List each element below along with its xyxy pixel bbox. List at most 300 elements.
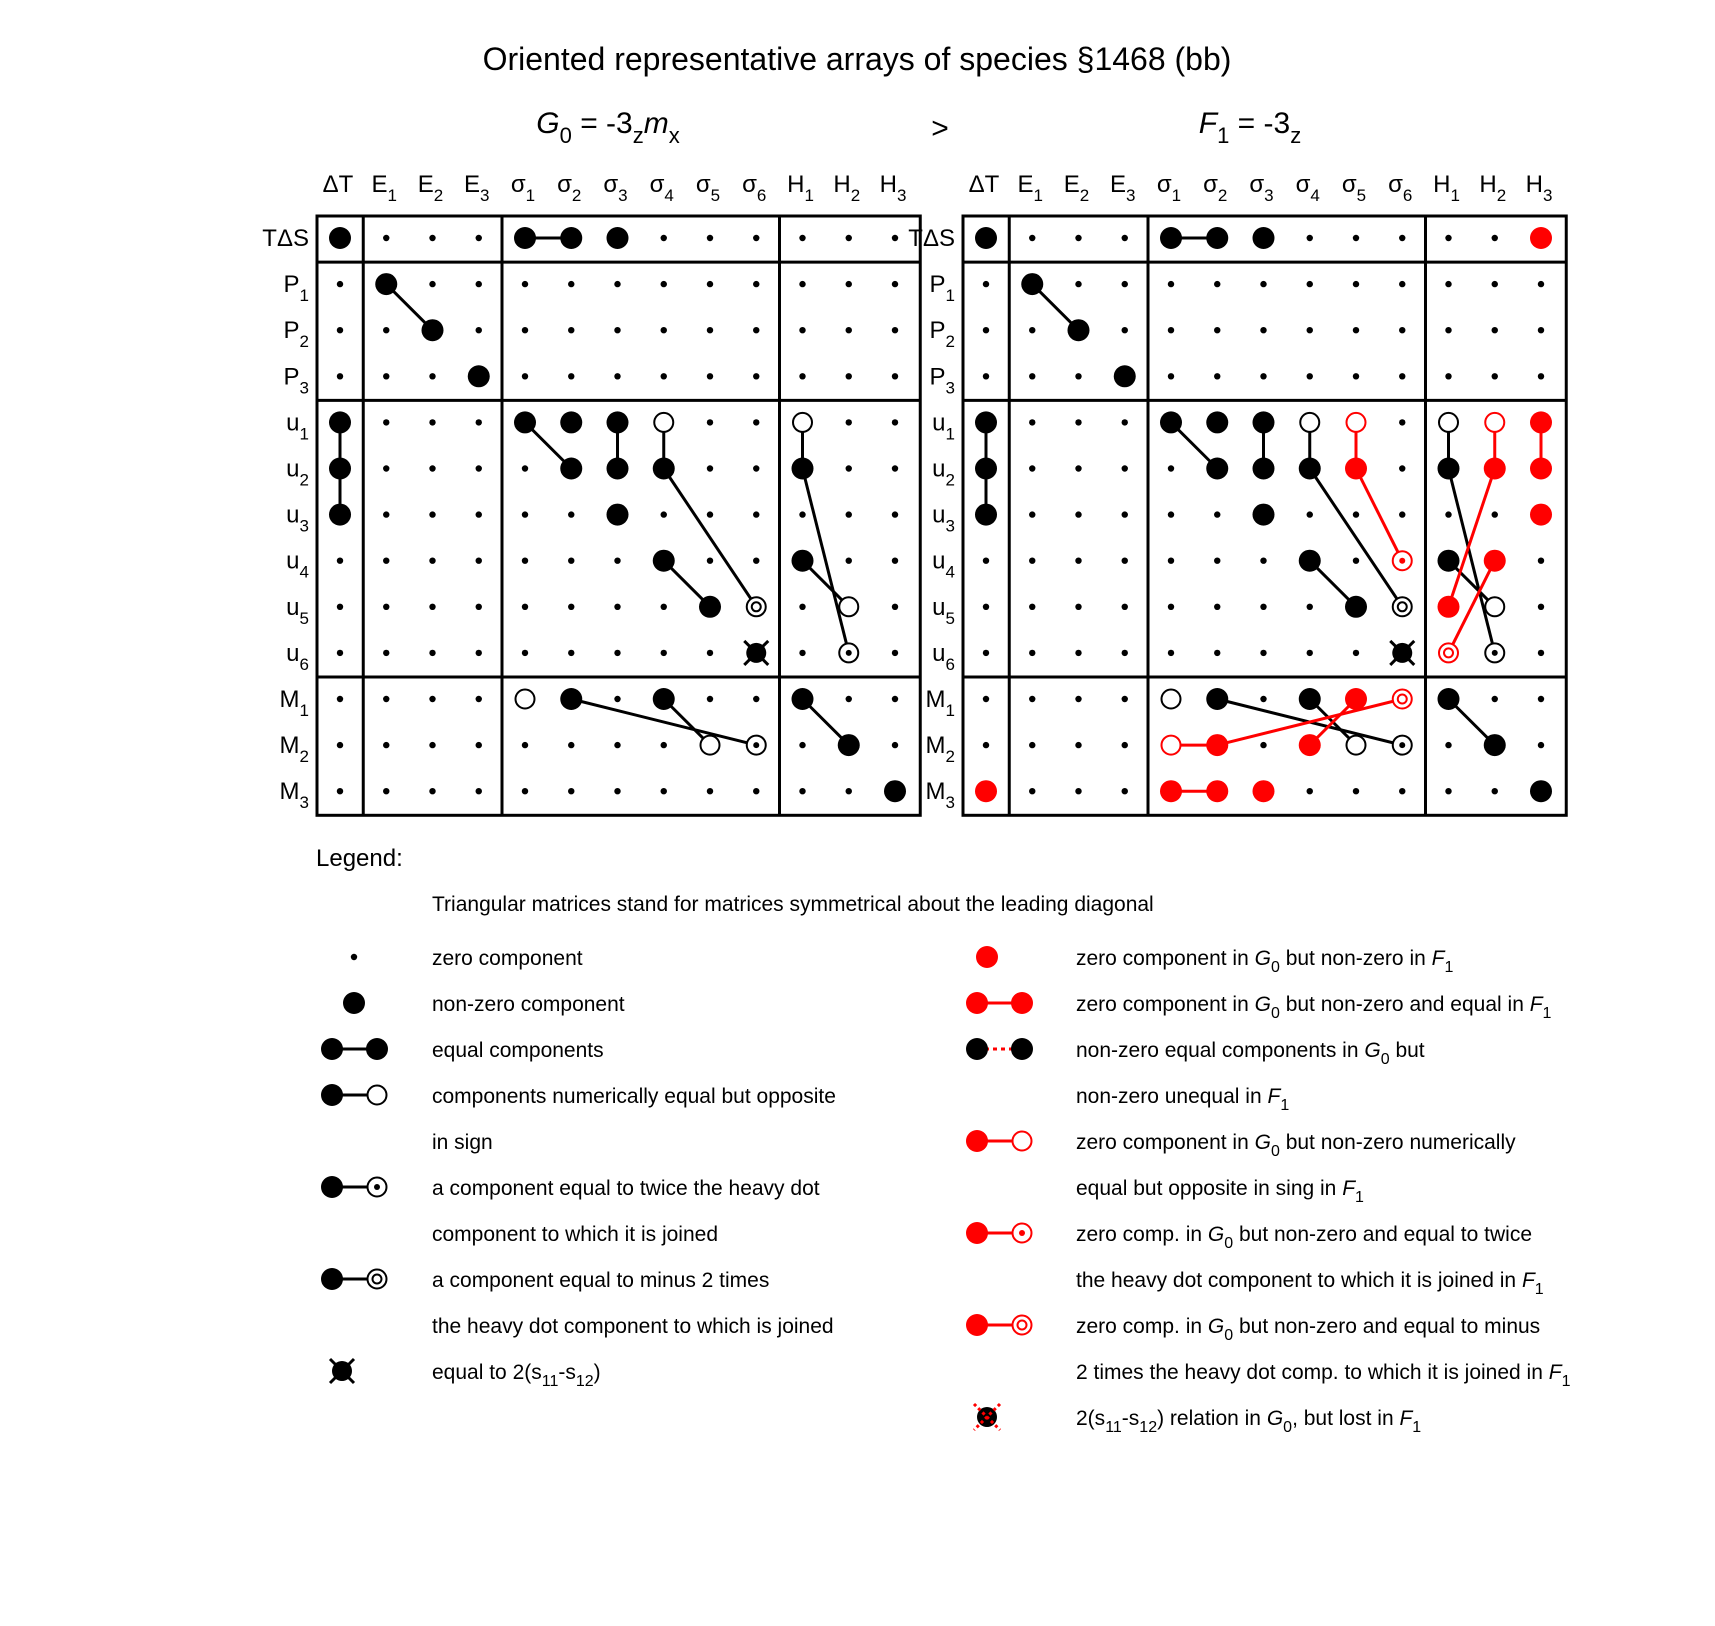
- zero-component-dot: [429, 696, 435, 702]
- row-label: TΔS: [908, 225, 955, 252]
- zero-component-dot: [383, 650, 389, 656]
- zero-component-dot: [892, 373, 898, 379]
- zero-component-dot: [476, 327, 482, 333]
- non-zero-component-dot: [1484, 458, 1506, 480]
- zero-component-dot: [1122, 235, 1128, 241]
- zero-component-dot: [1075, 742, 1081, 748]
- zero-component-dot: [522, 558, 528, 564]
- non-zero-component-dot: [329, 227, 351, 249]
- zero-component-dot: [1214, 558, 1220, 564]
- row-label: $M_3$: [279, 778, 309, 813]
- legend-text: zero component in $G_0$ but non-zero in $F_1$: [1076, 947, 1454, 976]
- zero-component-dot: [568, 650, 574, 656]
- twice-center-dot: [374, 1184, 380, 1190]
- zero-component-dot: [983, 558, 989, 564]
- zero-component-dot: [614, 696, 620, 702]
- zero-component-dot: [1214, 650, 1220, 656]
- row-label: TΔS: [262, 225, 309, 252]
- legend-text: equal components: [432, 1039, 604, 1062]
- zero-component-dot: [614, 650, 620, 656]
- matrix-F1: [908, 171, 1566, 815]
- zero-component-dot: [476, 696, 482, 702]
- zero-component-dot: [1307, 327, 1313, 333]
- column-label: ΔT: [322, 171, 354, 198]
- row-label: $M_1$: [925, 686, 955, 720]
- zero-component-dot: [707, 788, 713, 794]
- zero-component-dot: [614, 327, 620, 333]
- column-label: $\sigma_2$: [557, 171, 582, 205]
- zero-component-dot: [476, 235, 482, 241]
- column-label: $\sigma_4$: [1295, 171, 1320, 205]
- zero-component-dot: [429, 419, 435, 425]
- zero-component-dot: [1492, 696, 1498, 702]
- non-zero-component-dot: [1299, 688, 1321, 710]
- non-zero-component-dot: [1530, 458, 1552, 480]
- non-zero-component-dot: [514, 411, 536, 433]
- zero-component-dot: [476, 465, 482, 471]
- non-zero-component-dot: [1160, 411, 1182, 433]
- non-zero-component-dot: [1484, 550, 1506, 572]
- right-group-symbol: F: [1198, 107, 1218, 140]
- twice-component-icon: [747, 736, 766, 755]
- zero-component-dot: [1492, 511, 1498, 517]
- zero-component-dot: [614, 558, 620, 564]
- icon-right-dot: [368, 1086, 387, 1105]
- icon-left-dot: [321, 1176, 343, 1198]
- matrices: [262, 171, 1566, 815]
- zero-component-dot: [1029, 373, 1035, 379]
- zero-component-dot: [383, 558, 389, 564]
- zero-component-dot: [476, 511, 482, 517]
- legend-text: in sign: [432, 1131, 493, 1154]
- zero-component-dot: [1122, 788, 1128, 794]
- zero-component-dot: [429, 650, 435, 656]
- non-zero-component-dot: [1345, 596, 1367, 618]
- zero-component-dot: [707, 650, 713, 656]
- row-label: $M_2$: [279, 732, 309, 767]
- column-label: $\sigma_5$: [695, 171, 721, 205]
- zero-component-dot: [1307, 788, 1313, 794]
- non-zero-component-dot: [1438, 596, 1460, 618]
- non-zero-component-dot: [1299, 550, 1321, 572]
- zero-component-dot: [753, 281, 759, 287]
- diagram-title: Oriented representative arrays of species §1468 (bb): [482, 41, 1232, 77]
- zero-component-dot: [1075, 511, 1081, 517]
- minus-two-component-icon: [1393, 690, 1412, 709]
- zero-component-dot: [1260, 604, 1266, 610]
- zero-component-dot: [892, 558, 898, 564]
- zero-component-dot: [1029, 327, 1035, 333]
- non-zero-component-dot: [1206, 227, 1228, 249]
- non-zero-component-dot: [329, 504, 351, 526]
- row-label: $u_6$: [932, 639, 955, 674]
- non-zero-component-dot: [1021, 273, 1043, 295]
- legend-note: Triangular matrices stand for matrices symmetrical about the leading diagonal: [432, 893, 1154, 916]
- zero-component-dot: [337, 696, 343, 702]
- non-zero-component-dot: [975, 227, 997, 249]
- zero-component-dot: [383, 604, 389, 610]
- zero-component-dot: [614, 281, 620, 287]
- zero-component-dot: [892, 604, 898, 610]
- non-zero-component-dot: [1114, 365, 1136, 387]
- right-group-eq: = -3: [1229, 107, 1291, 140]
- legend-text: equal but opposite in sing in $F_1$: [1076, 1177, 1364, 1206]
- legend-text: non-zero component: [432, 993, 625, 1016]
- zero-component-dot: [1075, 281, 1081, 287]
- zero-component-dot: [1538, 742, 1544, 748]
- zero-component-dot: [753, 558, 759, 564]
- non-zero-component-dot: [560, 688, 582, 710]
- row-label: $u_5$: [286, 593, 309, 628]
- zero-component-dot: [1307, 650, 1313, 656]
- zero-component-dot: [383, 788, 389, 794]
- opposite-sign-dot: [1485, 413, 1504, 432]
- non-zero-component-dot: [329, 458, 351, 480]
- left-group-eq: = -3: [571, 107, 633, 140]
- legend-red-opposite-icon: [966, 1130, 1032, 1152]
- zero-component-dot: [799, 281, 805, 287]
- zero-component-dot: [1399, 373, 1405, 379]
- legend-text: 2 times the heavy dot comp. to which it is joined in $F_1$: [1076, 1361, 1571, 1390]
- zero-component-dot: [1307, 281, 1313, 287]
- zero-component-dot: [1214, 281, 1220, 287]
- legend-red-equal-icon: [966, 992, 1033, 1014]
- zero-component-dot: [522, 650, 528, 656]
- outer-ring: [1393, 597, 1412, 616]
- zero-component-dot: [1399, 327, 1405, 333]
- non-zero-component-dot: [653, 550, 675, 572]
- non-zero-component-dot: [607, 411, 629, 433]
- opposite-sign-dot: [1347, 413, 1366, 432]
- zero-component-dot: [892, 465, 898, 471]
- zero-component-dot: [846, 281, 852, 287]
- left-group-sub: 0: [559, 123, 572, 148]
- zero-component-dot: [892, 742, 898, 748]
- zero-component-dot: [1122, 281, 1128, 287]
- legend-text: zero component: [432, 947, 583, 970]
- zero-component-dot: [1122, 558, 1128, 564]
- zero-component-dot: [476, 558, 482, 564]
- zero-component-dot: [892, 419, 898, 425]
- zero-component-dot: [568, 511, 574, 517]
- zero-component-dot: [753, 419, 759, 425]
- zero-component-dot: [522, 327, 528, 333]
- zero-component-dot: [1029, 650, 1035, 656]
- zero-component-dot: [1445, 235, 1451, 241]
- non-zero-component-dot: [1438, 688, 1460, 710]
- zero-component-dot: [1122, 465, 1128, 471]
- zero-component-dot: [661, 235, 667, 241]
- opposite-sign-dot: [793, 413, 812, 432]
- row-label: $u_4$: [932, 547, 955, 582]
- zero-component-dot: [476, 788, 482, 794]
- zero-component-dot: [846, 465, 852, 471]
- legend-text: $2(s_{11}-s_{12})$ relation in $G_0$, but lost in $F_1$: [1076, 1407, 1422, 1436]
- right-group-sub: 1: [1217, 123, 1230, 148]
- zero-component-dot: [1445, 281, 1451, 287]
- non-zero-component-dot: [792, 688, 814, 710]
- row-label: $u_3$: [286, 501, 309, 536]
- zero-component-dot: [429, 742, 435, 748]
- zero-component-dot: [1029, 788, 1035, 794]
- legend-text: the heavy dot component to which is joined: [432, 1315, 834, 1338]
- non-zero-component-dot: [607, 458, 629, 480]
- zero-component-dot: [337, 788, 343, 794]
- matrix-G0: [262, 171, 920, 815]
- opposite-sign-dot: [1300, 413, 1319, 432]
- twice-center-dot: [1492, 650, 1498, 656]
- outer-ring: [1393, 690, 1412, 709]
- zero-component-dot: [1353, 650, 1359, 656]
- zero-component-dot: [1492, 235, 1498, 241]
- opposite-sign-dot: [516, 690, 535, 709]
- non-zero-component-dot: [1345, 688, 1367, 710]
- zero-component-dot: [661, 511, 667, 517]
- zero-component-dot: [892, 281, 898, 287]
- zero-component-dot: [429, 558, 435, 564]
- non-zero-component-dot: [468, 365, 490, 387]
- zero-component-dot: [429, 788, 435, 794]
- non-zero-component-dot: [422, 319, 444, 341]
- zero-component-dot: [892, 327, 898, 333]
- non-zero-component-dot: [1484, 734, 1506, 756]
- zero-component-dot: [614, 604, 620, 610]
- zero-component-dot: [1075, 373, 1081, 379]
- zero-component-dot: [568, 281, 574, 287]
- twice-center-dot: [1399, 742, 1405, 748]
- zero-component-dot: [1492, 281, 1498, 287]
- legend-twice-icon: [321, 1176, 387, 1198]
- difference-relation-icon: [744, 641, 768, 665]
- zero-component-dot: [429, 511, 435, 517]
- zero-component-dot: [1214, 327, 1220, 333]
- column-label: $H_1$: [787, 171, 814, 205]
- zero-component-dot: [1307, 511, 1313, 517]
- row-label: $P_2$: [283, 317, 309, 352]
- column-label: $H_2$: [1479, 171, 1507, 205]
- legend-text: the heavy dot component to which it is joined in $F_1$: [1076, 1269, 1544, 1298]
- row-label: $u_4$: [286, 547, 309, 582]
- zero-component-dot: [1399, 465, 1405, 471]
- zero-component-dot: [522, 742, 528, 748]
- zero-component-dot: [753, 696, 759, 702]
- column-label: $E_3$: [1110, 171, 1136, 205]
- zero-component-dot: [707, 235, 713, 241]
- non-zero-component-dot: [1206, 688, 1228, 710]
- zero-component-dot: [614, 742, 620, 748]
- zero-component-dot: [1075, 558, 1081, 564]
- column-label: $H_1$: [1433, 171, 1460, 205]
- legend-dotted-equal-icon: [966, 1038, 1033, 1060]
- column-label: $\sigma_6$: [1388, 171, 1413, 205]
- left-group-z: z: [632, 123, 644, 148]
- opposite-sign-dot: [1162, 690, 1181, 709]
- non-zero-component-dot: [1345, 458, 1367, 480]
- non-zero-component-dot: [560, 227, 582, 249]
- zero-component-dot: [614, 788, 620, 794]
- zero-component-dot: [1029, 419, 1035, 425]
- zero-component-dot: [707, 558, 713, 564]
- zero-component-dot: [707, 511, 713, 517]
- non-zero-component-dot: [1206, 734, 1228, 756]
- non-zero-component-dot: [792, 458, 814, 480]
- icon-right-dot: [1013, 1132, 1032, 1151]
- non-zero-component-dot: [1299, 734, 1321, 756]
- twice-component-icon: [1393, 551, 1412, 570]
- twice-component-icon: [1393, 736, 1412, 755]
- zero-component-dot: [337, 742, 343, 748]
- legend: [321, 946, 1571, 1436]
- legend-red-dot-icon: [976, 946, 998, 968]
- row-label: $u_3$: [932, 501, 955, 536]
- non-zero-component-dot: [1206, 780, 1228, 802]
- minus-two-component-icon: [747, 597, 766, 616]
- legend-equal-icon: [321, 1038, 388, 1060]
- twice-component-icon: [1485, 643, 1504, 662]
- zero-component-dot: [983, 696, 989, 702]
- outer-ring: [1439, 643, 1458, 662]
- zero-component-dot: [707, 373, 713, 379]
- zero-component-dot: [846, 696, 852, 702]
- zero-component-dot: [1075, 650, 1081, 656]
- minus-two-component-icon: [1393, 597, 1412, 616]
- zero-component-dot: [983, 742, 989, 748]
- zero-component-dot: [1029, 235, 1035, 241]
- non-zero-component-dot: [1160, 227, 1182, 249]
- non-zero-component-dot: [560, 411, 582, 433]
- icon-right-dot: [1013, 1224, 1032, 1243]
- zero-component-dot: [1168, 373, 1174, 379]
- column-label: $H_3$: [1525, 171, 1553, 205]
- zero-component-dot: [522, 788, 528, 794]
- legend-red-twice-icon: [966, 1222, 1032, 1244]
- row-label: $u_2$: [932, 455, 955, 490]
- zero-component-dot: [1122, 511, 1128, 517]
- non-zero-component-dot: [514, 227, 536, 249]
- zero-component-dot: [892, 511, 898, 517]
- column-label: $E_1$: [371, 171, 397, 205]
- icon-right-dot: [1011, 1038, 1033, 1060]
- zero-component-dot: [1538, 650, 1544, 656]
- non-zero-component-dot: [560, 458, 582, 480]
- icon-left-dot: [966, 1130, 988, 1152]
- icon-right-dot: [366, 1038, 388, 1060]
- zero-component-dot: [661, 650, 667, 656]
- zero-component-dot: [429, 465, 435, 471]
- row-label: $M_2$: [925, 732, 955, 767]
- left-group-heading: [536, 107, 679, 148]
- zero-component-dot: [846, 558, 852, 564]
- zero-component-dot: [1445, 788, 1451, 794]
- zero-component-dot: [429, 604, 435, 610]
- zero-component-dot: [799, 650, 805, 656]
- zero-component-dot: [337, 327, 343, 333]
- outer-ring: [747, 597, 766, 616]
- zero-component-dot: [1353, 235, 1359, 241]
- row-label: $P_2$: [929, 317, 955, 352]
- zero-component-dot: [661, 788, 667, 794]
- zero-component-dot: [568, 558, 574, 564]
- zero-component-dot: [1029, 511, 1035, 517]
- legend-text: components numerically equal but opposite: [432, 1085, 836, 1108]
- zero-component-dot: [522, 511, 528, 517]
- legend-text: equal to $2(s_{11}-s_{12})$: [432, 1361, 601, 1390]
- icon-right-dot: [1013, 1316, 1032, 1335]
- zero-component-dot: [1260, 696, 1266, 702]
- zero-component-dot: [1492, 788, 1498, 794]
- zero-component-dot: [383, 696, 389, 702]
- zero-component-dot: [476, 281, 482, 287]
- legend-cross-icon: [330, 1359, 354, 1383]
- zero-component-dot: [383, 373, 389, 379]
- zero-component-dot: [846, 419, 852, 425]
- icon-right-dot: [368, 1270, 387, 1289]
- zero-component-dot: [799, 373, 805, 379]
- zero-component-dot: [1307, 373, 1313, 379]
- zero-component-dot: [383, 465, 389, 471]
- zero-component-dot: [892, 235, 898, 241]
- zero-component-dot: [476, 419, 482, 425]
- zero-component-dot: [568, 788, 574, 794]
- zero-component-dot: [1122, 327, 1128, 333]
- zero-component-dot: [522, 281, 528, 287]
- row-label: $P_3$: [283, 363, 309, 398]
- opposite-sign-dot: [839, 597, 858, 616]
- column-label: $E_2$: [417, 171, 444, 205]
- zero-component-dot: [707, 281, 713, 287]
- non-zero-component-dot: [975, 411, 997, 433]
- zero-component-dot: [799, 511, 805, 517]
- column-label: $E_1$: [1017, 171, 1043, 205]
- opposite-sign-dot: [1439, 413, 1458, 432]
- zero-component-dot: [1538, 327, 1544, 333]
- legend-non-zero-icon: [343, 992, 365, 1014]
- legend-text: non-zero equal components in $G_0$ but: [1076, 1039, 1425, 1068]
- zero-component-dot: [1399, 281, 1405, 287]
- zero-component-dot: [799, 788, 805, 794]
- twice-center-dot: [1019, 1230, 1025, 1236]
- zero-component-dot: [1029, 604, 1035, 610]
- twice-center-dot: [1399, 558, 1405, 564]
- legend-title: Legend:: [316, 845, 403, 872]
- column-label: $\sigma_3$: [1249, 171, 1274, 205]
- zero-component-dot: [1307, 235, 1313, 241]
- zero-component-dot: [568, 327, 574, 333]
- legend-text: a component equal to twice the heavy dot: [432, 1177, 820, 1200]
- legend-red-minus-two-icon: [966, 1314, 1032, 1336]
- zero-component-dot: [846, 511, 852, 517]
- zero-component-dot: [661, 327, 667, 333]
- non-zero-component-dot: [1530, 780, 1552, 802]
- zero-component-dot: [1214, 373, 1220, 379]
- zero-component-dot: [1214, 604, 1220, 610]
- comparison-sign: >: [931, 112, 949, 145]
- zero-component-dot: [1075, 604, 1081, 610]
- difference-relation-icon: [1390, 641, 1414, 665]
- zero-component-dot: [1399, 235, 1405, 241]
- zero-component-dot: [707, 465, 713, 471]
- icon-left-dot: [321, 1084, 343, 1106]
- zero-component-dot: [1538, 373, 1544, 379]
- zero-component-dot: [1260, 281, 1266, 287]
- zero-component-dot: [846, 235, 852, 241]
- zero-component-dot: [1260, 327, 1266, 333]
- zero-component-dot: [1492, 327, 1498, 333]
- zero-component-dot: [1260, 650, 1266, 656]
- zero-component-dot: [661, 373, 667, 379]
- non-zero-component-dot: [792, 550, 814, 572]
- zero-component-dot: [1122, 742, 1128, 748]
